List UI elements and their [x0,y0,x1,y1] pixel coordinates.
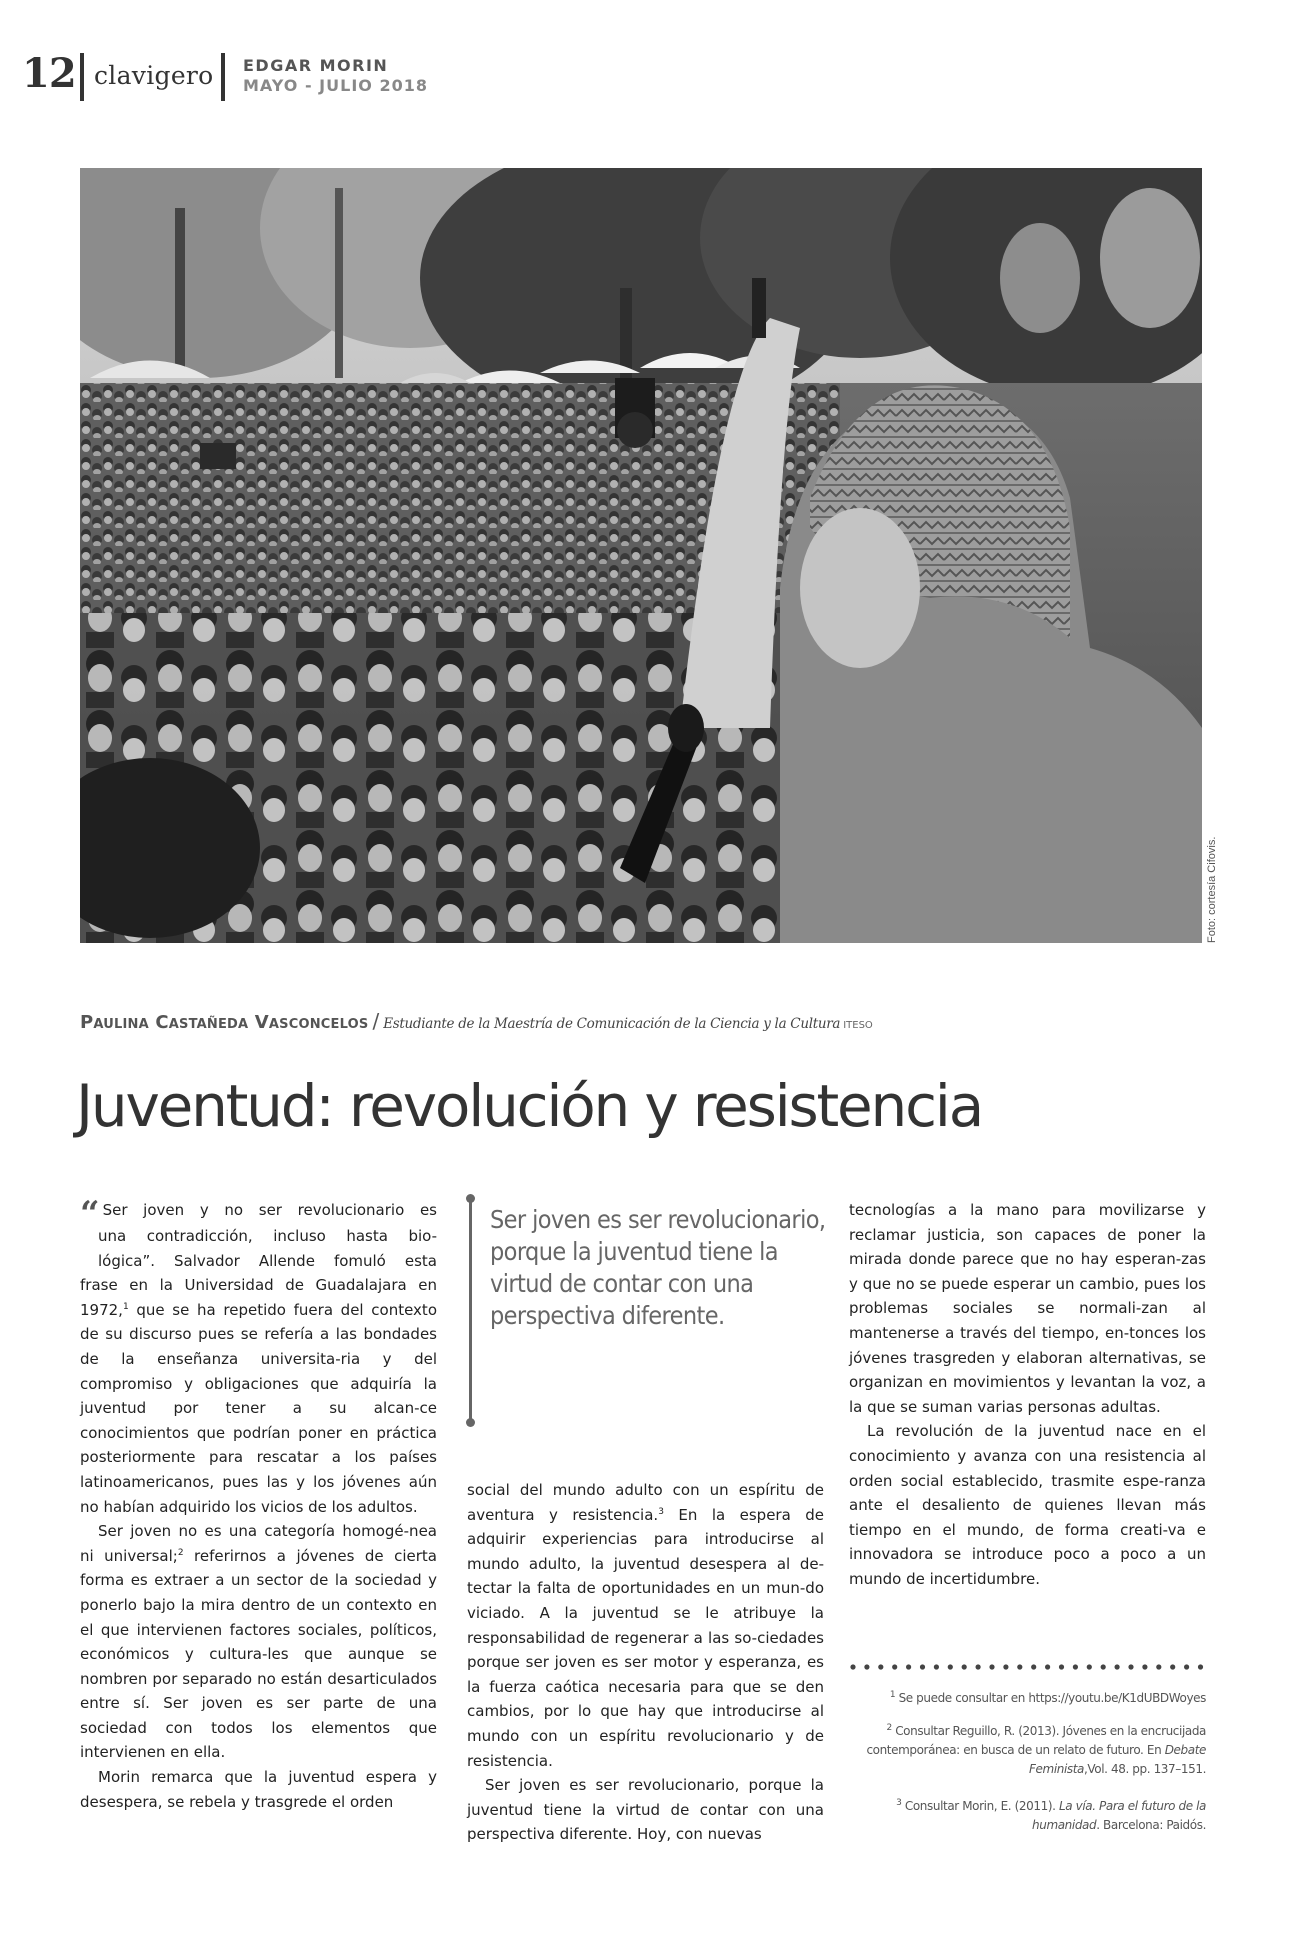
separator-dot [1184,1664,1189,1669]
separator-dot [989,1664,994,1669]
author-institution: ITESO [843,1020,873,1031]
footnote-ref[interactable]: 1 [122,1301,129,1312]
separator-dot [934,1664,939,1669]
issue-date: MAYO - JULIO 2018 [243,76,428,95]
header-divider [80,53,84,101]
magazine-name: clavigero [94,61,214,90]
separator-dot [920,1664,925,1669]
article-title: Juventud: revolución y resistencia [76,1072,983,1140]
article-photo [80,168,1202,943]
byline-separator: / [372,1009,380,1033]
separator-dot [850,1664,855,1669]
pull-quote-rule-dot [466,1418,475,1427]
text-line: lógica”. Salvador Allende fomuló esta [98,1251,437,1270]
paragraph: Morin remarca que la juventud espera y desespera, se rebela y trasgrede el orden [80,1768,437,1811]
quote-mark-icon: “ [80,1194,100,1234]
paragraph [80,1519,437,1765]
text-line: una contradicción, incluso hasta bio- [98,1227,437,1245]
paragraph [80,1194,437,1519]
text-run: Ser joven no es una categoría homogé-nea ni universal; [80,1522,437,1565]
separator-dot [906,1664,911,1669]
text-run: referirnos a jóvenes de cierta forma es extraer a un sector de la sociedad y ponerlo bajo la mira dentro de un contexto en el que intervienen factores sociales, políticos, económicos y cultura-les que aunque se nombren por separado no están desarticulados entre sí. Ser joven es ser parte de una sociedad con todos los elementos que intervienen en ella. [80,1546,438,1762]
footnote-text: ,Vol. 48. pp. 137–151. [1084,1762,1206,1776]
separator-dot [1142,1664,1147,1669]
paragraph [467,1478,824,1773]
separator-dot [892,1664,897,1669]
separator-dot [1017,1664,1022,1669]
text-run: frase en la Universidad de Guadalajara en 1972, [80,1276,437,1319]
separator-dot [1087,1664,1092,1669]
footnote-text: Consultar Reguillo, R. (2013). Jóvenes en la encrucijada contemporánea: en busca de un relato de futuro. En [866,1724,1206,1757]
paragraph: Ser joven es ser revolucionario, porque la juventud tiene la virtud de contar con una perspectiva diferente. Hoy, con nuevas [467,1776,824,1844]
header-divider [221,53,225,101]
text-run: En la espera de adquirir experiencias para introducirse al mundo adulto, la juventud desespera al de-tectar la falta de oportunidades en un mun-do viciado. A la juventud se le atribuye la responsabilidad de regenerar a las so-ciedades porque ser joven es ser motor y esperanza, es la fuerza caótica necesaria para que se den cambios, por lo que hay que introducirse al mundo con un espíritu revolucionario y de resistencia. [467,1505,824,1770]
footnote-title: La vía. Para el futuro de la humanidad [1032,1799,1206,1832]
separator-dot [948,1664,953,1669]
separator-dot [1128,1664,1133,1669]
paragraph: La revolución de la juventud nace en el conocimiento y avanza con una resistencia al orden social establecido, trasmite espe-ranza ante el desaliento de quienes llevan más tiempo en el mundo, de forma creati-va e innovadora se introduce poco a poco a un mundo de incertidumbre. [849,1422,1206,1588]
footnote-separator [849,1663,1209,1671]
pull-quote-rule [469,1198,472,1422]
separator-dot [962,1664,967,1669]
pull-quote: Ser joven es ser revolucionario, porque la juventud tiene la virtud de contar con una perspectiva diferente. [490,1205,826,1330]
page-number: 12 [22,50,76,97]
footnote-number: 3 [896,1798,902,1808]
footnote-text: . Barcelona: Paidós. [1096,1818,1206,1832]
article-column-2 [467,1478,824,1847]
author-affiliation: Estudiante de la Maestría de Comunicación de la Ciencia y la Cultura [383,1016,841,1032]
footnote-text: Se puede consultar en https://youtu.be/K1dUBDWoyes [898,1691,1206,1705]
issue-theme: EDGAR MORIN [243,56,389,75]
author-name: Paulina Castañeda Vasconcelos [80,1012,369,1033]
paragraph: tecnologías a la mano para movilizarse y reclamar justicia, son capaces de poner la mirada donde parece que no hay esperan-zas y que no se puede esperar un cambio, pues los problemas sociales se normali-zan al mantenerse a través del tiempo, en-tonces los jóvenes trasgreden y elaboran alternativas, se organizan en movimientos y levantan la voz, a la que se suman varias personas adultas. [849,1201,1206,1416]
footnote [849,1797,1206,1835]
footnote-ref[interactable]: 2 [177,1547,184,1558]
separator-dot [1101,1664,1106,1669]
separator-dot [1115,1664,1120,1669]
separator-dot [878,1664,883,1669]
separator-dot [1073,1664,1078,1669]
separator-dot [1031,1664,1036,1669]
footnote [849,1689,1206,1708]
footnote-number: 1 [889,1690,896,1700]
text-run: social del mundo adulto con un espíritu de aventura y resistencia. [467,1481,824,1524]
footnote-ref[interactable]: 3 [658,1506,664,1517]
separator-dot [976,1664,981,1669]
separator-dot [1198,1664,1203,1669]
footnote [849,1722,1206,1779]
footnote-text: Consultar Morin, E. (2011). [904,1799,1059,1813]
text-run: que se ha repetido fuera del contexto de su discurso pues se refería a las bondades de la enseñanza universita-ria y del compromiso y obligaciones que adquiría la juventud por tener a su alcan-ce conocimientos que podrían poner en práctica posteriormente para rescatar a los países latinoamericanos, pues las y los jóvenes aún no habían adquirido los vicios de los adultos. [80,1300,437,1516]
separator-dot [864,1664,869,1669]
footnote-title: Debate Feminista [1029,1743,1206,1776]
separator-dot [1170,1664,1175,1669]
article-column-1 [80,1194,438,1814]
footnote-number: 2 [886,1723,892,1733]
crowd-photo-illustration [80,168,1202,943]
article-column-3 [849,1198,1206,1592]
separator-dot [1045,1664,1050,1669]
pull-quote-rule-dot [466,1194,475,1203]
opening-line [80,1194,437,1234]
separator-dot [1003,1664,1008,1669]
separator-dot [1156,1664,1161,1669]
text-line: Ser joven y no ser revolucionario es [102,1201,437,1219]
separator-dot [1059,1664,1064,1669]
photo-credit: Foto: cortesía Cifovis. [1206,836,1218,943]
article-byline [80,1010,873,1037]
